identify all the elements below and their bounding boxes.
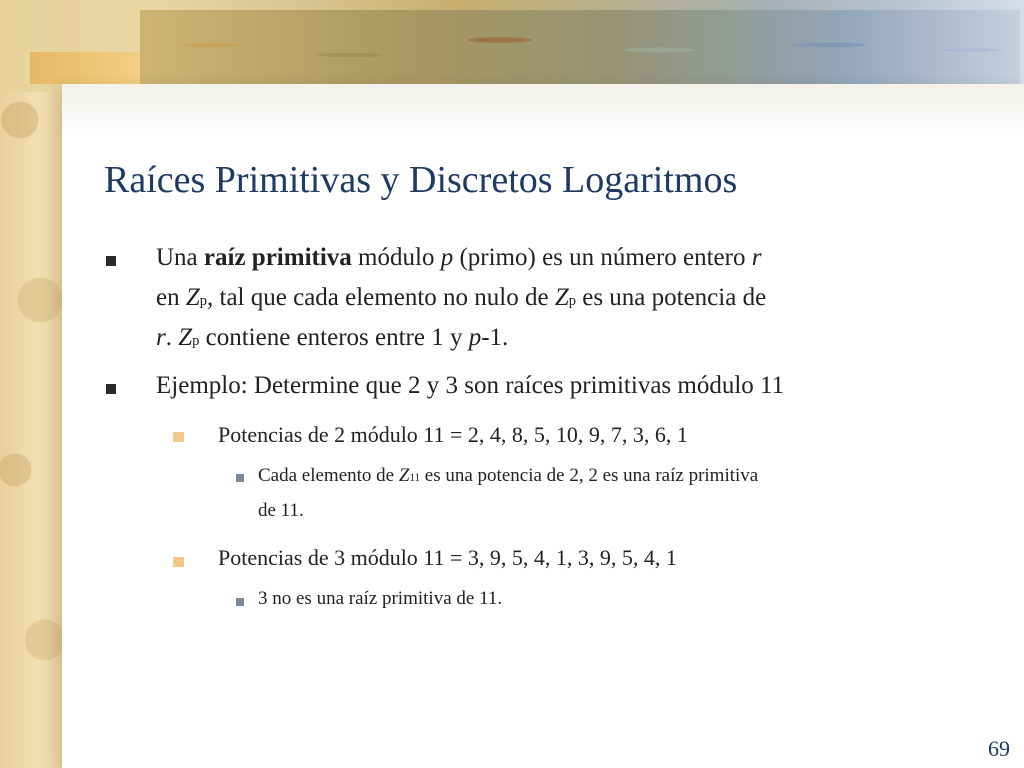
bullet-square-icon <box>106 256 116 266</box>
gold-accent-bar <box>30 52 140 84</box>
var-r: r <box>751 244 762 271</box>
text: en <box>156 284 186 311</box>
text: contiene enteros entre 1 y <box>199 324 469 351</box>
var-z: Z <box>178 324 193 351</box>
page-number: 69 <box>988 736 1010 761</box>
var-r: r <box>156 324 166 351</box>
sub-sub-bullet-icon <box>236 474 244 482</box>
bullet1-line1 <box>156 244 761 272</box>
sub1-detail-line1 <box>258 465 758 487</box>
subscript-11: 11 <box>409 472 421 484</box>
sub1-text: Potencias de 2 módulo 11 = 2, 4, 8, 5, 10, 9, 7, 3, 6, 1 <box>218 422 688 447</box>
var-z: Z <box>398 465 410 486</box>
slide-title: Raíces Primitivas y Discretos Logaritmos <box>104 159 738 201</box>
subscript-p: p <box>192 333 200 349</box>
background-texture-left <box>0 0 62 768</box>
bullet1-line2 <box>156 284 766 312</box>
var-z: Z <box>185 284 200 311</box>
sub-bullet-square-icon <box>173 432 184 442</box>
var-p: p <box>440 244 454 271</box>
subscript-p: p <box>568 293 576 309</box>
text: módulo <box>351 244 441 271</box>
bullet2-text: Ejemplo: Determine que 2 y 3 son raíces primitivas módulo 11 <box>156 372 785 399</box>
sub2-detail: 3 no es una raíz primitiva de 11. <box>258 588 503 609</box>
sub2-text: Potencias de 3 módulo 11 = 3, 9, 5, 4, 1, 3, 9, 5, 4, 1 <box>218 545 677 570</box>
sub-bullet-square-icon <box>173 557 184 567</box>
leaf-decoration <box>140 10 1020 84</box>
subscript-p: p <box>199 293 208 309</box>
var-z: Z <box>554 284 569 311</box>
sub-sub-bullet-icon <box>236 598 244 606</box>
term-raiz-primitiva: raíz primitiva <box>203 244 352 271</box>
text: , tal que cada elemento no nulo de <box>207 284 555 311</box>
text: es una potencia de <box>575 284 767 311</box>
var-p: p <box>468 324 482 351</box>
text: es una potencia de 2, 2 es una raíz primitiva <box>420 465 759 486</box>
text: -1. <box>481 324 509 351</box>
sub1-detail-line2: de 11. <box>258 500 304 521</box>
text: (primo) es un número entero <box>453 244 752 271</box>
bullet1-line3 <box>156 324 508 352</box>
text: Una <box>156 244 204 271</box>
text: Cada elemento de <box>258 465 399 486</box>
bullet-square-icon <box>106 384 116 394</box>
text: . <box>165 324 179 351</box>
